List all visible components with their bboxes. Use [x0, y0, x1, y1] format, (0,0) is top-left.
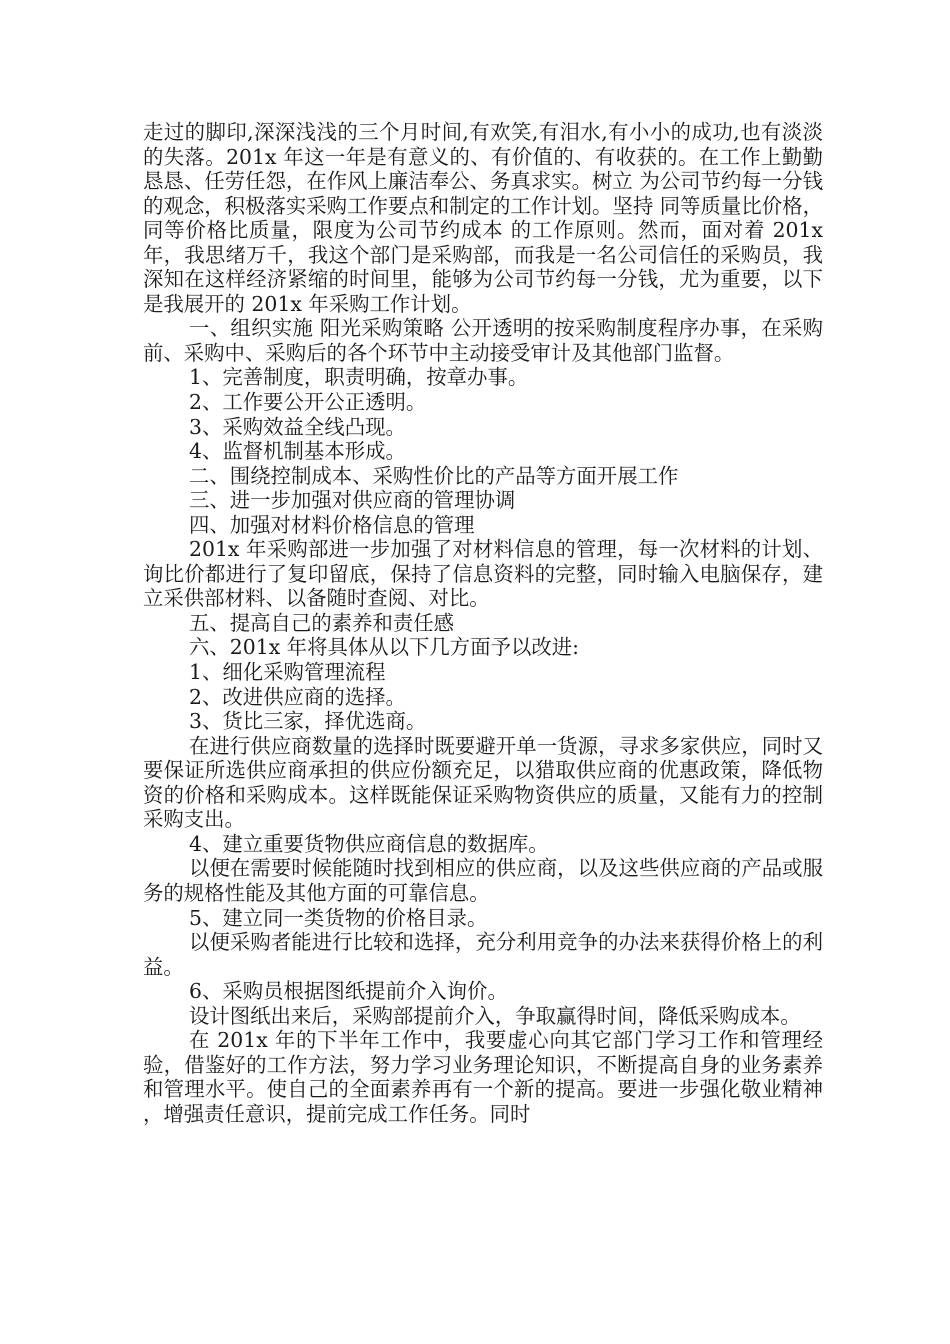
body-paragraph: 1、完善制度，职责明确，按章办事。 — [189, 365, 529, 390]
body-paragraph: 3、货比三家，择优选商。 — [189, 709, 427, 734]
body-paragraph: 2、工作要公开公正透明。 — [189, 390, 427, 415]
body-paragraph: 4、监督机制基本形成。 — [189, 439, 406, 464]
body-paragraph: 走过的脚印,深深浅浅的三个月时间,有欢笑,有泪水,有小小的成功,也有淡淡的失落。201x 年这一年是有意义的、有价值的、有收获的。在工作上勤勤恳恳、任劳任怨，在作风上廉洁奉公、务真求实。树立 为公司节约每一分钱 的观念，积极落实采购工作要点和制定的工作计划。坚持 同等质量比价格，同等价格比质量，限度为公司节约成本 的工作原则。然而，面对着 201x 年，我思绪万千，我这个部门是采购部，而我是一名公司信任的采购员，我深知在这样经济紧缩的时间里，能够为公司节约每一分钱，尤为重要，以下是我展开的 201x 年采购工作计划。 — [143, 120, 823, 316]
body-paragraph: 六、201x 年将具体从以下几方面予以改进: — [189, 635, 580, 660]
body-paragraph: 1、细化采购管理流程 — [189, 660, 386, 685]
body-paragraph: 201x 年采购部进一步加强了对材料信息的管理，每一次材料的计划、询比价都进行了复印留底，保持了信息资料的完整，同时输入电脑保存，建立采供部材料、以备随时查阅、对比。 — [143, 537, 823, 611]
body-paragraph: 五、提高自己的素养和责任感 — [189, 610, 455, 635]
body-paragraph: 在进行供应商数量的选择时既要避开单一货源，寻求多家供应，同时又要保证所选供应商承担的供应份额充足，以猎取供应商的优惠政策，降低物资的价格和采购成本。这样既能保证采购物资供应的质量，又能有力的控制采购支出。 — [143, 733, 823, 832]
body-paragraph: 在 201x 年的下半年工作中，我要虚心向其它部门学习工作和管理经验，借鉴好的工作方法，努力学习业务理论知识，不断提高自身的业务素养和管理水平。使自己的全面素养再有一个新的提高。要进一步强化敬业精神，增强责任意识，提前完成工作任务。同时 — [143, 1028, 823, 1126]
body-paragraph: 6、采购员根据图纸提前介入询价。 — [189, 979, 508, 1004]
body-paragraph: 2、改进供应商的选择。 — [189, 684, 406, 709]
body-paragraph: 4、建立重要货物供应商信息的数据库。 — [189, 831, 549, 856]
body-paragraph: 四、加强对材料价格信息的管理 — [189, 512, 475, 537]
body-paragraph: 3、采购效益全线凸现。 — [189, 414, 406, 439]
body-paragraph: 5、建立同一类货物的价格目录。 — [189, 905, 488, 930]
body-paragraph: 以便在需要时候能随时找到相应的供应商，以及这些供应商的产品或服务的规格性能及其他方面的可靠信息。 — [143, 856, 823, 905]
body-paragraph: 三、进一步加强对供应商的管理协调 — [189, 488, 516, 513]
body-paragraph: 以便采购者能进行比较和选择，充分利用竞争的办法来获得价格上的利益。 — [143, 930, 823, 979]
body-paragraph: 二、围绕控制成本、采购性价比的产品等方面开展工作 — [189, 463, 679, 488]
body-paragraph: 设计图纸出来后，采购部提前介入，争取赢得时间，降低采购成本。 — [189, 1003, 801, 1028]
document-body — [143, 120, 823, 1126]
body-paragraph: 一、组织实施 阳光采购策略 公开透明的按采购制度程序办事，在采购前、采购中、采购后的各个环节中主动接受审计及其他部门监督。 — [143, 316, 823, 365]
